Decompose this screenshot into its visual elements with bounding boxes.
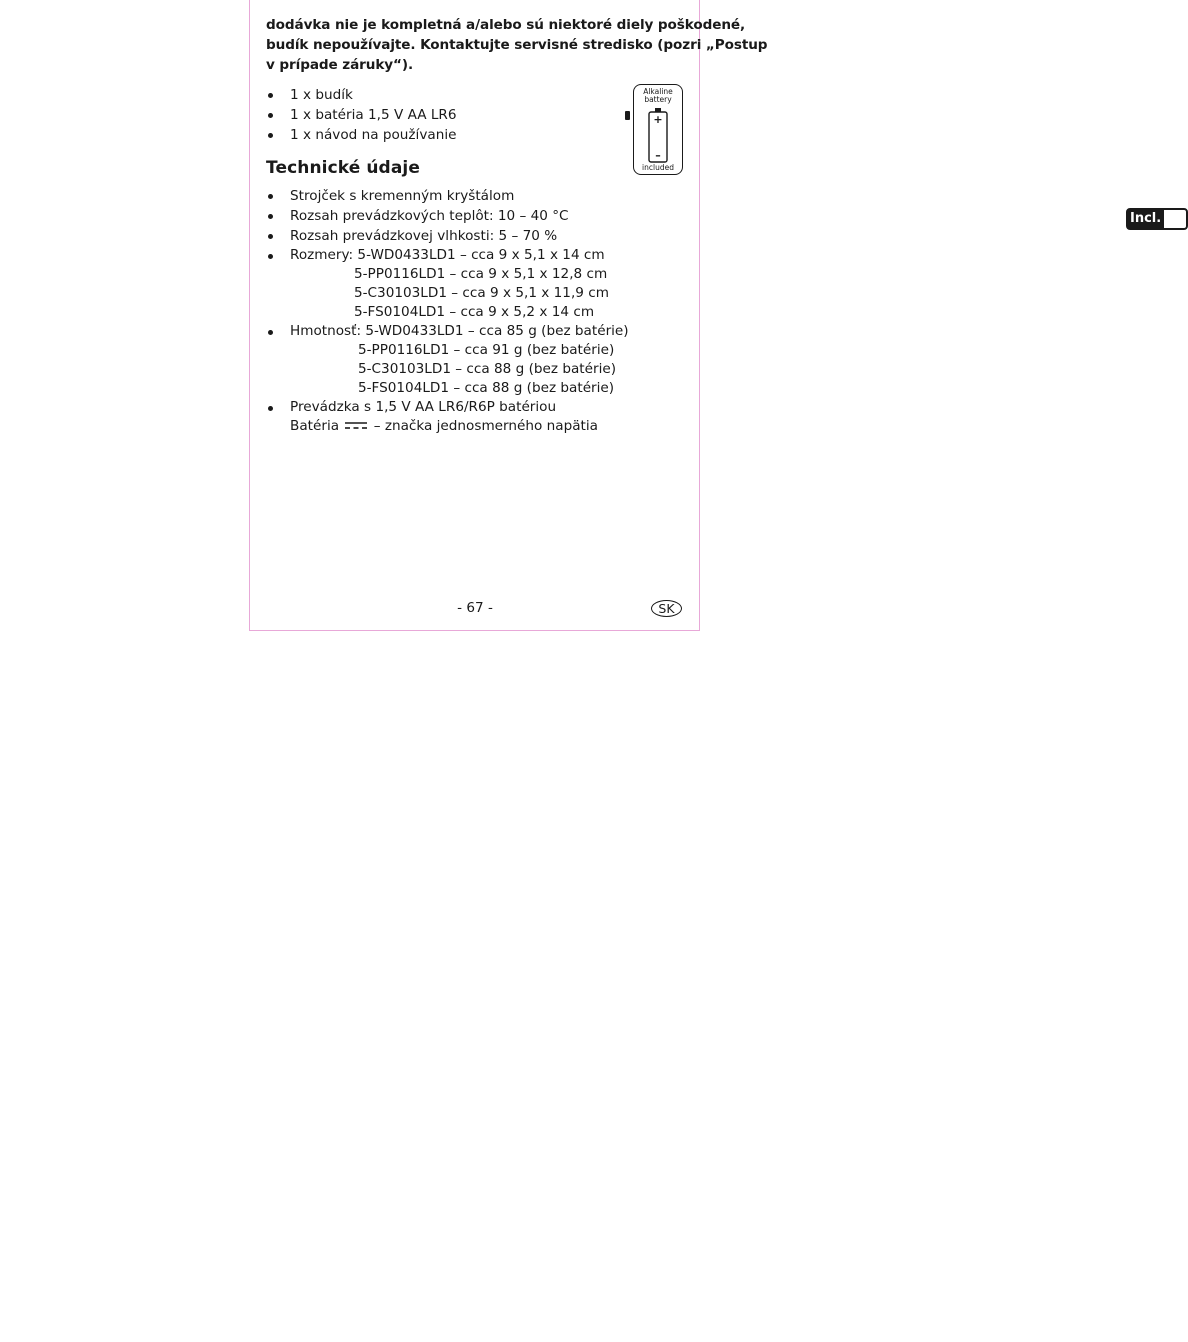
language-badge: SK xyxy=(651,600,682,617)
intro-paragraph xyxy=(266,15,768,75)
weight-line: 5-C30103LD1 – cca 88 g (bez batérie) xyxy=(358,361,617,377)
dimension-line: 5-FS0104LD1 – cca 9 x 5,2 x 14 cm xyxy=(354,304,595,320)
dimension-line: Rozmery: 5-WD0433LD1 – cca 9 x 5,1 x 14 cm xyxy=(290,247,605,263)
alkaline-battery-badge xyxy=(633,84,683,175)
battery-word: Batéria xyxy=(290,418,340,434)
intro-line: v prípade záruky“). xyxy=(266,57,414,73)
included-label: included xyxy=(642,163,674,172)
aa-battery-icon xyxy=(648,107,668,163)
section-heading: Technické údaje xyxy=(266,158,420,178)
weight-item xyxy=(266,322,686,398)
direct-current-icon xyxy=(345,421,367,430)
incl-label: Incl. xyxy=(1128,210,1164,228)
dc-description: – značka jednosmerného napätia xyxy=(373,418,598,434)
weight-line: 5-FS0104LD1 – cca 88 g (bez batérie) xyxy=(358,380,615,396)
technical-specs-list xyxy=(266,186,686,436)
list-item: Rozsah prevádzkovej vlhkosti: 5 – 70 % xyxy=(266,226,686,246)
battery-label: battery xyxy=(644,95,672,104)
weight-line: Hmotnosť: 5-WD0433LD1 – cca 85 g (bez batérie) xyxy=(290,323,629,339)
power-line xyxy=(290,417,686,436)
list-item: 1 x budík xyxy=(266,85,686,105)
dimension-line: 5-C30103LD1 – cca 9 x 5,1 x 11,9 cm xyxy=(354,285,609,301)
battery-outline-icon xyxy=(1126,208,1188,230)
page-number: - 67 - xyxy=(457,600,493,616)
weight-line: 5-PP0116LD1 – cca 91 g (bez batérie) xyxy=(358,342,615,358)
minus-sign: – xyxy=(655,149,661,162)
list-item: Rozsah prevádzkových teplôt: 10 – 40 °C xyxy=(266,206,686,226)
list-item: 1 x návod na používanie xyxy=(266,125,686,145)
plus-sign: + xyxy=(653,113,663,126)
intro-line: budík nepoužívajte. Kontaktujte servisné stredisko (pozri „Postup xyxy=(266,37,768,53)
battery-tip-icon xyxy=(625,111,630,120)
dimensions-item xyxy=(266,246,686,322)
alkaline-label: Alkaline xyxy=(643,87,673,96)
power-item xyxy=(266,398,686,436)
intro-line: dodávka nie je kompletná a/alebo sú niektoré diely poškodené, xyxy=(266,17,746,33)
power-line: Prevádzka s 1,5 V AA LR6/R6P batériou xyxy=(290,399,557,415)
list-item: Strojček s kremenným kryštálom xyxy=(266,186,686,206)
dimension-line: 5-PP0116LD1 – cca 9 x 5,1 x 12,8 cm xyxy=(354,266,608,282)
list-item: 1 x batéria 1,5 V AA LR6 xyxy=(266,105,686,125)
